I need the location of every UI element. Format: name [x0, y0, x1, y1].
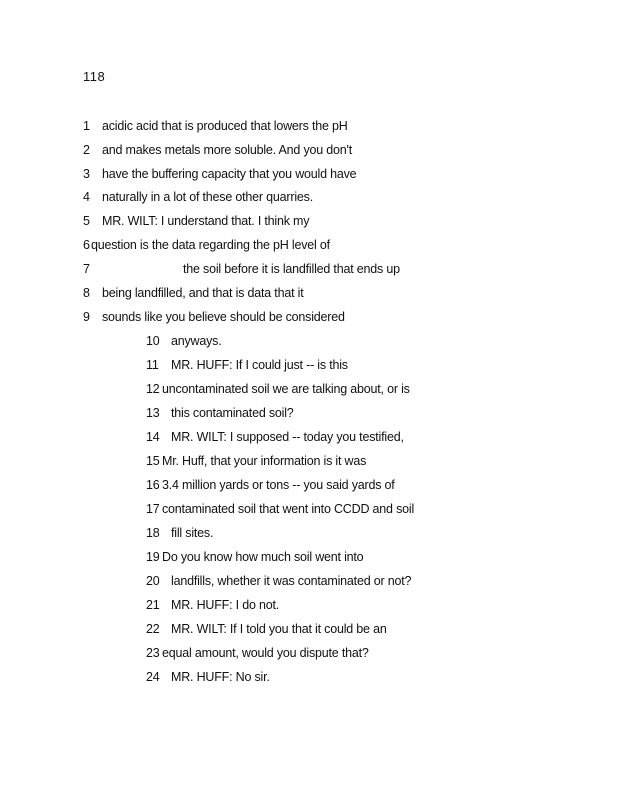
line-number: 1 — [83, 119, 90, 133]
line-text: equal amount, would you dispute that? — [162, 646, 369, 660]
transcript-line — [146, 670, 270, 684]
line-number: 16 — [146, 478, 160, 492]
line-number: 4 — [83, 190, 90, 204]
line-text: MR. HUFF: I do not. — [171, 598, 280, 612]
transcript-line — [83, 214, 309, 228]
transcript-line — [83, 238, 330, 252]
line-number: 20 — [146, 574, 160, 588]
line-number: 13 — [146, 406, 160, 420]
line-text: MR. HUFF: No sir. — [171, 670, 270, 684]
line-text: being landfilled, and that is data that it — [102, 286, 304, 300]
transcript-line — [83, 262, 400, 276]
transcript-line — [146, 358, 348, 372]
transcript-line — [146, 430, 404, 444]
line-text: sounds like you believe should be considered — [102, 310, 345, 324]
transcript-line — [146, 406, 294, 420]
line-text: naturally in a lot of these other quarries. — [102, 190, 313, 204]
line-text: and makes metals more soluble. And you don't — [102, 143, 352, 157]
line-number: 15 — [146, 454, 160, 468]
line-number: 8 — [83, 286, 90, 300]
transcript-line — [146, 526, 213, 540]
line-number: 14 — [146, 430, 160, 444]
line-text: MR. WILT: I understand that. I think my — [102, 214, 310, 228]
transcript-line — [146, 454, 366, 468]
transcript-line — [83, 119, 348, 133]
line-number: 7 — [83, 262, 90, 276]
transcript-line — [146, 598, 279, 612]
line-text: MR. HUFF: If I could just -- is this — [171, 358, 348, 372]
line-number: 3 — [83, 167, 90, 181]
line-text: landfills, whether it was contaminated or not? — [171, 574, 412, 588]
transcript-line — [146, 550, 363, 564]
transcript-line — [83, 310, 345, 324]
line-number: 5 — [83, 214, 90, 228]
line-text: MR. WILT: If I told you that it could be an — [171, 622, 387, 636]
transcript-line — [83, 143, 352, 157]
line-text: 3.4 million yards or tons -- you said yards of — [162, 478, 395, 492]
line-number: 6 — [83, 238, 90, 252]
line-text: Mr. Huff, that your information is it was — [162, 454, 367, 468]
transcript-line — [146, 334, 222, 348]
line-text: anyways. — [171, 334, 222, 348]
line-text: contaminated soil that went into CCDD and soil — [162, 502, 415, 516]
line-number: 17 — [146, 502, 160, 516]
line-text: MR. WILT: I supposed -- today you testified, — [171, 430, 404, 444]
line-text: have the buffering capacity that you would have — [102, 167, 357, 181]
transcript-line — [146, 502, 414, 516]
line-number: 18 — [146, 526, 160, 540]
transcript-line — [146, 382, 410, 396]
line-text: this contaminated soil? — [171, 406, 294, 420]
line-number: 2 — [83, 143, 90, 157]
transcript-line — [146, 622, 387, 636]
line-text: the soil before it is landfilled that ends up — [183, 262, 400, 276]
transcript-line — [83, 167, 356, 181]
line-number: 24 — [146, 670, 160, 684]
line-text: question is the data regarding the pH level of — [91, 238, 330, 252]
transcript-line — [146, 646, 369, 660]
line-number: 11 — [146, 358, 159, 372]
line-number: 19 — [146, 550, 160, 564]
line-number: 23 — [146, 646, 160, 660]
transcript-line — [146, 574, 411, 588]
line-text: fill sites. — [171, 526, 214, 540]
line-number: 22 — [146, 622, 160, 636]
transcript-line — [83, 190, 313, 204]
line-number: 12 — [146, 382, 160, 396]
line-text: uncontaminated soil we are talking about, or is — [162, 382, 410, 396]
line-number: 21 — [146, 598, 160, 612]
page-number: 118 — [83, 69, 106, 84]
line-text: acidic acid that is produced that lowers the pH — [102, 119, 348, 133]
line-text: Do you know how much soil went into — [162, 550, 364, 564]
line-number: 10 — [146, 334, 160, 348]
line-number: 9 — [83, 310, 90, 324]
transcript-line — [83, 286, 303, 300]
transcript-line — [146, 478, 395, 492]
